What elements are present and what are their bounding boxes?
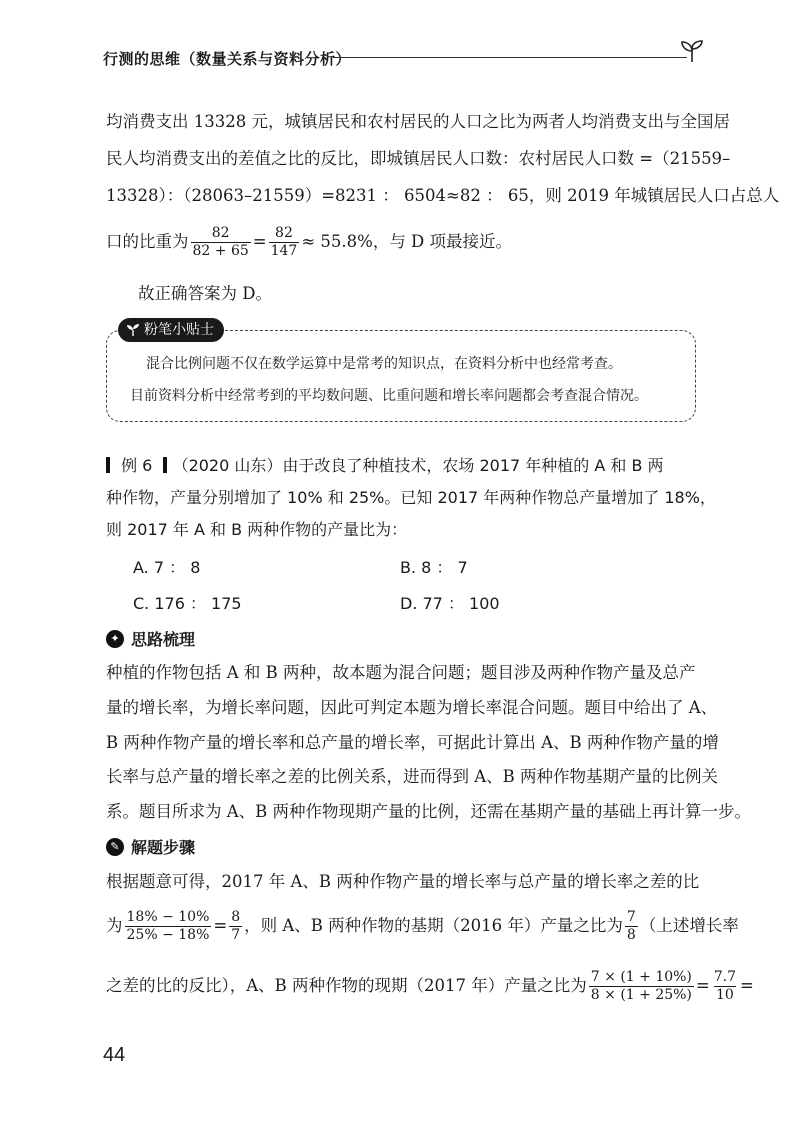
option-b: B. 8 ： 7	[400, 558, 468, 577]
tip-line: 混合比例问题不仅在数学运算中是常考的知识点，在资料分析中也经常考查。	[146, 356, 622, 372]
option-a: A. 7 ： 8	[133, 558, 201, 577]
fraction: $\frac{7}{8}$	[626, 909, 636, 943]
fraction: $\frac{7 \times (1 + 10\%)}{8 \times (1 + 25\%)}$	[590, 969, 692, 1003]
fraction: $\frac{82}{82 + 65}$	[192, 225, 249, 259]
paragraph-line: 长率与总产量的增长率之差的比例关系，进而得到 A、B 两种作物基期产量的比例关	[106, 767, 719, 786]
paragraph-line: 13328）：（28063–21559）=8231 ： 6504≈82 ： 65，则 2019 年城镇居民人口占总人	[106, 186, 780, 205]
fraction: $\frac{7.7}{10}$	[713, 969, 736, 1003]
running-header	[103, 44, 703, 74]
option-d: D. 77 ： 100	[400, 594, 500, 613]
pencil-icon: ✎	[106, 838, 124, 856]
bar-marker	[106, 457, 110, 473]
paragraph-line-with-fraction: 之差的比的反比），A、B 两种作物的现期（2017 年）产量之比为 $\frac{7 \times (1 + 10\%)}{8 \times (1 + 25\%)}$ = $\frac{7.7}{10}$ =	[106, 969, 754, 1003]
header-rule	[333, 57, 687, 58]
tip-badge	[118, 318, 224, 342]
page-number: 44	[103, 1044, 126, 1066]
example-label: 例 6	[121, 456, 153, 475]
paragraph-line: B 两种作物产量的增长率和总产量的增长率，可据此计算出 A、B 两种作物产量的增	[106, 733, 719, 752]
fraction: $\frac{8}{7}$	[231, 909, 241, 943]
example-heading	[106, 454, 664, 478]
analysis-heading	[106, 627, 195, 650]
paragraph-line: 根据题意可得，2017 年 A、B 两种作物产量的增长率与总产量的增长率之差的比	[106, 872, 700, 891]
tip-badge-label: 粉笔小贴士	[144, 322, 214, 338]
steps-title: 解题步骤	[131, 838, 196, 857]
tip-box	[106, 330, 696, 422]
paragraph-line: 均消费支出 13328 元，城镇居民和农村居民的人口之比为两者人均消费支出与全国居	[106, 112, 730, 131]
lightbulb-icon: ✦	[106, 630, 124, 648]
paragraph-line: 量的增长率，为增长率问题，因此可判定本题为增长率混合问题。题目中给出了 A、	[106, 698, 718, 717]
sprout-icon	[126, 323, 140, 337]
example-line: 种作物，产量分别增加了 10% 和 25%。已知 2017 年两种作物总产量增加了 18%，	[106, 488, 716, 507]
paragraph-line: 民人均消费支出的差值之比的反比，即城镇居民人口数：农村居民人口数 =（21559–	[106, 149, 731, 168]
paragraph-line-with-fraction: 口的比重为 $\frac{82}{82 + 65}$ = $\frac{82}{147}$ ≈ 55.8%，与 D 项最接近。	[106, 225, 513, 259]
paragraph-line-with-fraction: 为 $\frac{18\% - 10\%}{25\% - 18\%}$ = $\frac{8}{7}$ ，则 A、B 两种作物的基期（2016 年）产量之比为 $\frac{7}{8}$ （上述增长率	[106, 909, 739, 943]
steps-heading	[106, 835, 195, 858]
sprout-icon	[679, 38, 705, 64]
analysis-title: 思路梳理	[131, 630, 196, 649]
example-line: 则 2017 年 A 和 B 两种作物的产量比为：	[106, 520, 408, 539]
answer-line: 故正确答案为 D。	[138, 284, 272, 303]
bar-marker	[163, 457, 167, 473]
example-text: （2020 山东）由于改良了种植技术，农场 2017 年种植的 A 和 B 两	[172, 456, 664, 475]
option-c: C. 176 ： 175	[133, 594, 242, 613]
tip-line: 目前资料分析中经常考到的平均数问题、比重问题和增长率问题都会考查混合情况。	[130, 388, 648, 404]
running-header-title: 行测的思维（数量关系与资料分析）	[103, 50, 352, 68]
paragraph-line: 种植的作物包括 A 和 B 两种，故本题为混合问题；题目涉及两种作物产量及总产	[106, 663, 696, 682]
fraction: $\frac{82}{147}$	[270, 225, 298, 259]
fraction: $\frac{18\% - 10\%}{25\% - 18\%}$	[126, 909, 210, 943]
paragraph-line: 系。题目所求为 A、B 两种作物现期产量的比例，还需在基期产量的基础上再计算一步。	[106, 802, 752, 821]
